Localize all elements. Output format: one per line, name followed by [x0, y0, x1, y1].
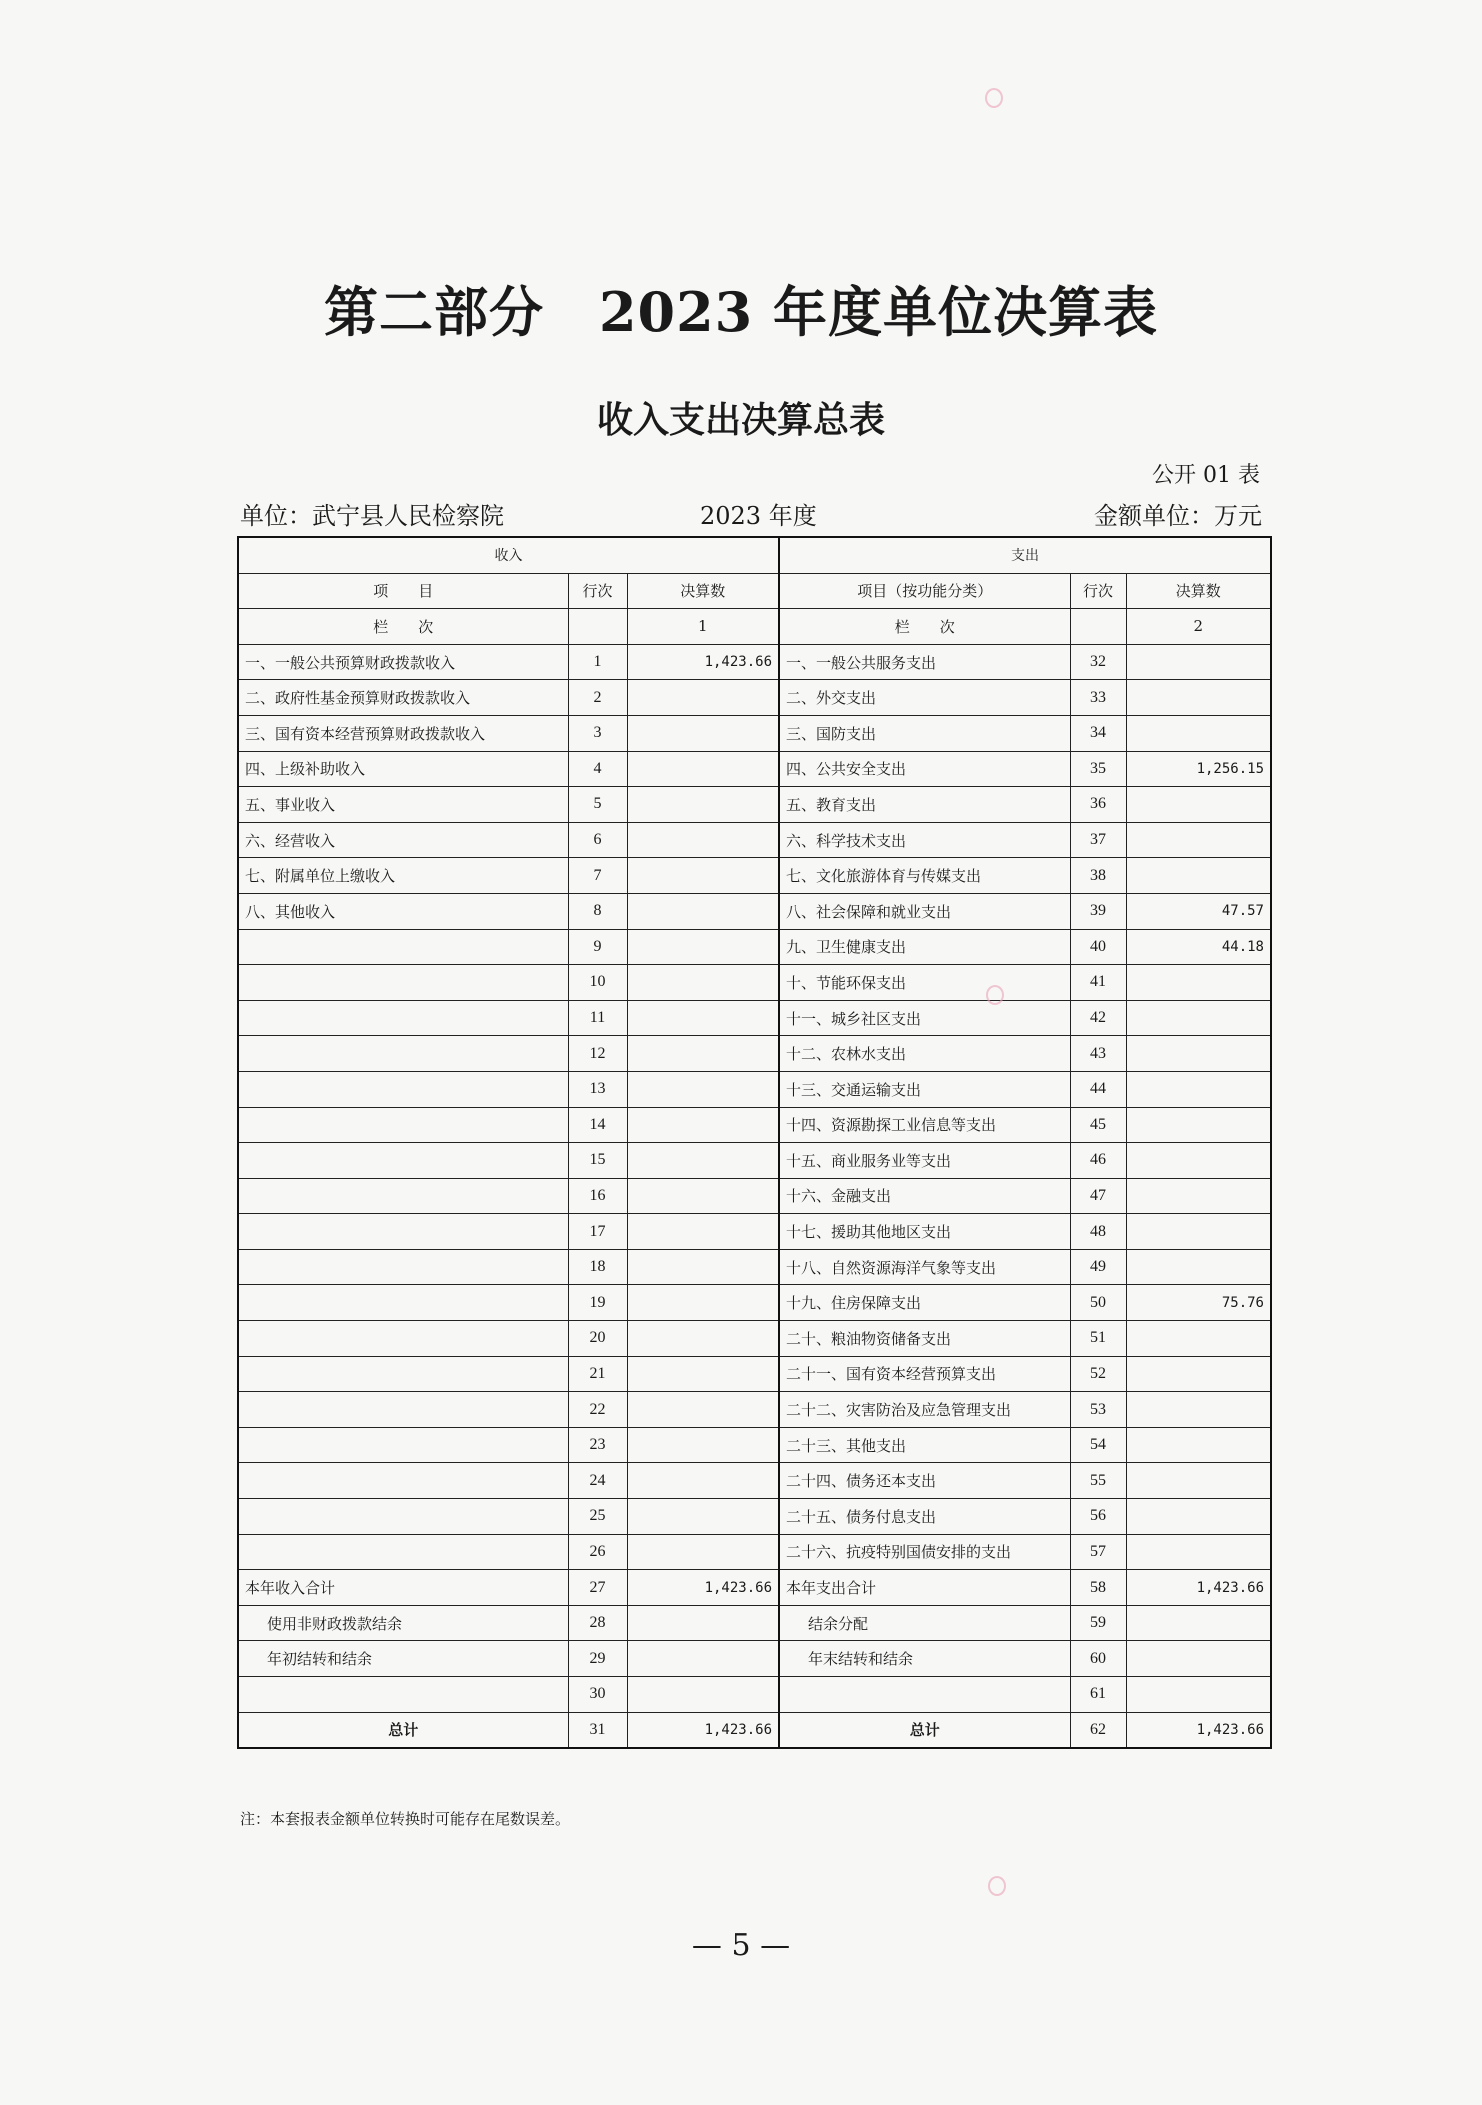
- income-rowno: 8: [568, 893, 627, 929]
- expense-rowno: 57: [1070, 1534, 1126, 1570]
- table-row: [238, 1534, 1271, 1570]
- table-row: [238, 1249, 1271, 1285]
- table-row: [238, 715, 1271, 751]
- expense-rowno: 41: [1070, 965, 1126, 1001]
- expense-rowno: 44: [1070, 1071, 1126, 1107]
- expense-amount: [1126, 1143, 1271, 1179]
- income-rowno: 11: [568, 1000, 627, 1036]
- income-item: [238, 1249, 568, 1285]
- table-row: [238, 1107, 1271, 1143]
- income-amount: [627, 787, 779, 823]
- income-item: [238, 1534, 568, 1570]
- income-amount: [627, 1036, 779, 1072]
- income-item: 一、一般公共预算财政拨款收入: [238, 644, 568, 680]
- income-rowno: 9: [568, 929, 627, 965]
- income-amount: [627, 1000, 779, 1036]
- income-amount: [627, 1107, 779, 1143]
- income-item: 年初结转和结余: [238, 1641, 568, 1677]
- lanci-row: [238, 609, 1271, 645]
- expense-item: 本年支出合计: [779, 1570, 1070, 1606]
- income-item: [238, 929, 568, 965]
- expense-rowno: 34: [1070, 715, 1126, 751]
- lanci-expense-col: 2: [1126, 609, 1271, 645]
- expense-rowno: 55: [1070, 1463, 1126, 1499]
- expense-item: 二十、粮油物资储备支出: [779, 1321, 1070, 1357]
- income-item: 三、国有资本经营预算财政拨款收入: [238, 715, 568, 751]
- income-amount: [627, 1249, 779, 1285]
- table-meta-row: [240, 496, 1262, 528]
- income-amount: [627, 751, 779, 787]
- col-header-expense-amount: 决算数: [1126, 573, 1271, 609]
- income-item: [238, 1463, 568, 1499]
- income-amount: [627, 1356, 779, 1392]
- group-header-row: [238, 537, 1271, 573]
- income-rowno: 5: [568, 787, 627, 823]
- expense-amount: [1126, 1000, 1271, 1036]
- income-rowno: 25: [568, 1499, 627, 1535]
- income-rowno: 12: [568, 1036, 627, 1072]
- table-row: [238, 1143, 1271, 1179]
- income-rowno: 6: [568, 822, 627, 858]
- income-item: 本年收入合计: [238, 1570, 568, 1606]
- expense-rowno: 58: [1070, 1570, 1126, 1606]
- expense-rowno: 61: [1070, 1677, 1126, 1713]
- income-rowno: 23: [568, 1427, 627, 1463]
- income-item: [238, 1036, 568, 1072]
- table-row: [238, 1677, 1271, 1713]
- income-amount: [627, 1321, 779, 1357]
- expense-rowno: 56: [1070, 1499, 1126, 1535]
- scan-stamp-mark: [985, 88, 1003, 108]
- income-item: [238, 1143, 568, 1179]
- income-item: [238, 965, 568, 1001]
- income-item: [238, 1285, 568, 1321]
- expense-amount: [1126, 787, 1271, 823]
- income-item: [238, 1178, 568, 1214]
- income-item: [238, 1107, 568, 1143]
- table-row: [238, 929, 1271, 965]
- income-amount: [627, 1641, 779, 1677]
- page-number: — 5 —: [691, 1928, 791, 1963]
- expense-rowno: 32: [1070, 644, 1126, 680]
- income-amount: [627, 1071, 779, 1107]
- income-amount: [627, 1534, 779, 1570]
- income-item: 五、事业收入: [238, 787, 568, 823]
- expense-group-header: 支出: [779, 537, 1271, 573]
- expense-rowno: 38: [1070, 858, 1126, 894]
- expense-item: [779, 1677, 1070, 1713]
- lanci-income-label: 栏 次: [238, 609, 568, 645]
- income-rowno: 13: [568, 1071, 627, 1107]
- expense-amount: [1126, 1427, 1271, 1463]
- income-rowno: 26: [568, 1534, 627, 1570]
- income-rowno: 22: [568, 1392, 627, 1428]
- table-row: [238, 1000, 1271, 1036]
- lanci-income-rowcell: [568, 609, 627, 645]
- expense-rowno: 53: [1070, 1392, 1126, 1428]
- table-row: [238, 1214, 1271, 1250]
- expense-amount: [1126, 858, 1271, 894]
- expense-rowno: 48: [1070, 1214, 1126, 1250]
- income-item: 七、附属单位上缴收入: [238, 858, 568, 894]
- expense-item: 七、文化旅游体育与传媒支出: [779, 858, 1070, 894]
- expense-amount: [1126, 822, 1271, 858]
- table-row: [238, 822, 1271, 858]
- total-row: [238, 1712, 1271, 1748]
- expense-item: 三、国防支出: [779, 715, 1070, 751]
- expense-amount: [1126, 1356, 1271, 1392]
- expense-item: 结余分配: [779, 1605, 1070, 1641]
- table-row: [238, 858, 1271, 894]
- income-rowno: 1: [568, 644, 627, 680]
- expense-rowno: 47: [1070, 1178, 1126, 1214]
- income-amount: [627, 1499, 779, 1535]
- total-income-rowno: 31: [568, 1712, 627, 1748]
- scan-stamp-mark: [986, 985, 1004, 1005]
- expense-amount: [1126, 680, 1271, 716]
- income-amount: [627, 965, 779, 1001]
- expense-amount: [1126, 1249, 1271, 1285]
- expense-rowno: 54: [1070, 1427, 1126, 1463]
- income-rowno: 14: [568, 1107, 627, 1143]
- income-item: 六、经营收入: [238, 822, 568, 858]
- income-amount: [627, 1285, 779, 1321]
- income-item: 八、其他收入: [238, 893, 568, 929]
- income-rowno: 28: [568, 1605, 627, 1641]
- income-rowno: 30: [568, 1677, 627, 1713]
- income-rowno: 3: [568, 715, 627, 751]
- income-rowno: 18: [568, 1249, 627, 1285]
- expense-amount: [1126, 1534, 1271, 1570]
- table-row: [238, 644, 1271, 680]
- table-row: [238, 1321, 1271, 1357]
- page-title: 第二部分 2023 年度单位决算表: [323, 280, 1159, 344]
- expense-amount: [1126, 1392, 1271, 1428]
- income-item: [238, 1392, 568, 1428]
- expense-item: 九、卫生健康支出: [779, 929, 1070, 965]
- expense-amount: [1126, 1036, 1271, 1072]
- income-rowno: 19: [568, 1285, 627, 1321]
- expense-amount: [1126, 965, 1271, 1001]
- col-header-income-item: 项 目: [238, 573, 568, 609]
- expense-item: 年末结转和结余: [779, 1641, 1070, 1677]
- income-amount: [627, 1143, 779, 1179]
- expense-rowno: 49: [1070, 1249, 1126, 1285]
- expense-amount: [1126, 1499, 1271, 1535]
- table-row: [238, 1392, 1271, 1428]
- income-amount: [627, 1463, 779, 1499]
- expense-item: 十六、金融支出: [779, 1178, 1070, 1214]
- income-item: [238, 1214, 568, 1250]
- expense-item: 二、外交支出: [779, 680, 1070, 716]
- table-row: [238, 1427, 1271, 1463]
- income-amount: [627, 858, 779, 894]
- expense-rowno: 43: [1070, 1036, 1126, 1072]
- total-expense-amount: 1,423.66: [1126, 1712, 1271, 1748]
- income-rowno: 27: [568, 1570, 627, 1606]
- income-rowno: 7: [568, 858, 627, 894]
- col-header-expense-item: 项目（按功能分类）: [779, 573, 1070, 609]
- income-amount: 1,423.66: [627, 1570, 779, 1606]
- income-item: 使用非财政拨款结余: [238, 1605, 568, 1641]
- expense-rowno: 52: [1070, 1356, 1126, 1392]
- expense-item: 四、公共安全支出: [779, 751, 1070, 787]
- income-item: 二、政府性基金预算财政拨款收入: [238, 680, 568, 716]
- expense-item: 十一、城乡社区支出: [779, 1000, 1070, 1036]
- income-amount: [627, 1392, 779, 1428]
- expense-item: 十七、援助其他地区支出: [779, 1214, 1070, 1250]
- expense-amount: [1126, 1677, 1271, 1713]
- expense-rowno: 51: [1070, 1321, 1126, 1357]
- expense-amount: 1,256.15: [1126, 751, 1271, 787]
- expense-rowno: 42: [1070, 1000, 1126, 1036]
- expense-item: 二十四、债务还本支出: [779, 1463, 1070, 1499]
- expense-item: 八、社会保障和就业支出: [779, 893, 1070, 929]
- expense-rowno: 36: [1070, 787, 1126, 823]
- expense-item: 十八、自然资源海洋气象等支出: [779, 1249, 1070, 1285]
- income-rowno: 17: [568, 1214, 627, 1250]
- income-amount: [627, 1605, 779, 1641]
- table-row: [238, 1285, 1271, 1321]
- col-header-income-amount: 决算数: [627, 573, 779, 609]
- expense-rowno: 37: [1070, 822, 1126, 858]
- expense-rowno: 33: [1070, 680, 1126, 716]
- total-expense-label: 总计: [779, 1712, 1070, 1748]
- expense-amount: [1126, 644, 1271, 680]
- income-item: [238, 1321, 568, 1357]
- expense-rowno: 35: [1070, 751, 1126, 787]
- income-item: [238, 1000, 568, 1036]
- table-row: [238, 1605, 1271, 1641]
- currency-unit: 金额单位：万元: [1094, 502, 1262, 530]
- table-title: 收入支出决算总表: [596, 399, 885, 441]
- expense-amount: [1126, 1071, 1271, 1107]
- expense-item: 十二、农林水支出: [779, 1036, 1070, 1072]
- income-rowno: 4: [568, 751, 627, 787]
- income-amount: [627, 1677, 779, 1713]
- income-item: [238, 1356, 568, 1392]
- form-code: 公开 01 表: [1152, 463, 1260, 488]
- expense-rowno: 45: [1070, 1107, 1126, 1143]
- table-row: [238, 1463, 1271, 1499]
- expense-amount: [1126, 715, 1271, 751]
- income-rowno: 20: [568, 1321, 627, 1357]
- income-rowno: 10: [568, 965, 627, 1001]
- expense-item: 二十一、国有资本经营预算支出: [779, 1356, 1070, 1392]
- income-rowno: 2: [568, 680, 627, 716]
- table-row: [238, 1570, 1271, 1606]
- total-income-amount: 1,423.66: [627, 1712, 779, 1748]
- col-header-expense-row: 行次: [1070, 573, 1126, 609]
- income-item: [238, 1071, 568, 1107]
- table-row: [238, 1356, 1271, 1392]
- table-row: [238, 893, 1271, 929]
- income-amount: [627, 1178, 779, 1214]
- total-expense-rowno: 62: [1070, 1712, 1126, 1748]
- expense-rowno: 50: [1070, 1285, 1126, 1321]
- table-row: [238, 1499, 1271, 1535]
- table-row: [238, 1178, 1271, 1214]
- income-item: 四、上级补助收入: [238, 751, 568, 787]
- income-amount: [627, 893, 779, 929]
- reporting-year: 2023 年度: [700, 502, 817, 530]
- income-item: [238, 1677, 568, 1713]
- scan-stamp-mark: [988, 1876, 1006, 1896]
- table-row: [238, 1071, 1271, 1107]
- col-header-income-row: 行次: [568, 573, 627, 609]
- expense-item: 十五、商业服务业等支出: [779, 1143, 1070, 1179]
- expense-rowno: 39: [1070, 893, 1126, 929]
- expense-item: 十三、交通运输支出: [779, 1071, 1070, 1107]
- expense-item: 十、节能环保支出: [779, 965, 1070, 1001]
- lanci-income-col: 1: [627, 609, 779, 645]
- expense-amount: 47.57: [1126, 893, 1271, 929]
- income-rowno: 24: [568, 1463, 627, 1499]
- expense-rowno: 60: [1070, 1641, 1126, 1677]
- income-group-header: 收入: [238, 537, 779, 573]
- table-row: [238, 1641, 1271, 1677]
- income-amount: [627, 1214, 779, 1250]
- expense-rowno: 40: [1070, 929, 1126, 965]
- income-rowno: 15: [568, 1143, 627, 1179]
- income-item: [238, 1427, 568, 1463]
- income-rowno: 21: [568, 1356, 627, 1392]
- income-amount: [627, 680, 779, 716]
- expense-amount: [1126, 1107, 1271, 1143]
- income-rowno: 16: [568, 1178, 627, 1214]
- expense-item: 十九、住房保障支出: [779, 1285, 1070, 1321]
- lanci-expense-label: 栏 次: [779, 609, 1070, 645]
- income-amount: [627, 1427, 779, 1463]
- table-row: [238, 751, 1271, 787]
- income-amount: [627, 929, 779, 965]
- reporting-unit: 单位：武宁县人民检察院: [240, 502, 504, 530]
- expense-item: 二十五、债务付息支出: [779, 1499, 1070, 1535]
- expense-amount: 75.76: [1126, 1285, 1271, 1321]
- total-income-label: 总计: [238, 1712, 568, 1748]
- income-amount: [627, 822, 779, 858]
- income-expense-table: [237, 536, 1272, 1749]
- expense-amount: 1,423.66: [1126, 1570, 1271, 1606]
- expense-item: 五、教育支出: [779, 787, 1070, 823]
- expense-amount: [1126, 1214, 1271, 1250]
- expense-rowno: 46: [1070, 1143, 1126, 1179]
- expense-item: 二十三、其他支出: [779, 1427, 1070, 1463]
- expense-item: 二十二、灾害防治及应急管理支出: [779, 1392, 1070, 1428]
- expense-amount: [1126, 1641, 1271, 1677]
- footnote: 注：本套报表金额单位转换时可能存在尾数误差。: [240, 1810, 571, 1828]
- table-row: [238, 965, 1271, 1001]
- expense-amount: [1126, 1605, 1271, 1641]
- table-row: [238, 787, 1271, 823]
- table-row: [238, 680, 1271, 716]
- column-header-row: [238, 573, 1271, 609]
- lanci-expense-rowcell: [1070, 609, 1126, 645]
- expense-item: 六、科学技术支出: [779, 822, 1070, 858]
- expense-amount: 44.18: [1126, 929, 1271, 965]
- expense-item: 十四、资源勘探工业信息等支出: [779, 1107, 1070, 1143]
- expense-item: 二十六、抗疫特别国债安排的支出: [779, 1534, 1070, 1570]
- table-row: [238, 1036, 1271, 1072]
- expense-amount: [1126, 1463, 1271, 1499]
- expense-item: 一、一般公共服务支出: [779, 644, 1070, 680]
- income-amount: 1,423.66: [627, 644, 779, 680]
- income-item: [238, 1499, 568, 1535]
- expense-amount: [1126, 1178, 1271, 1214]
- expense-amount: [1126, 1321, 1271, 1357]
- income-amount: [627, 715, 779, 751]
- income-rowno: 29: [568, 1641, 627, 1677]
- expense-rowno: 59: [1070, 1605, 1126, 1641]
